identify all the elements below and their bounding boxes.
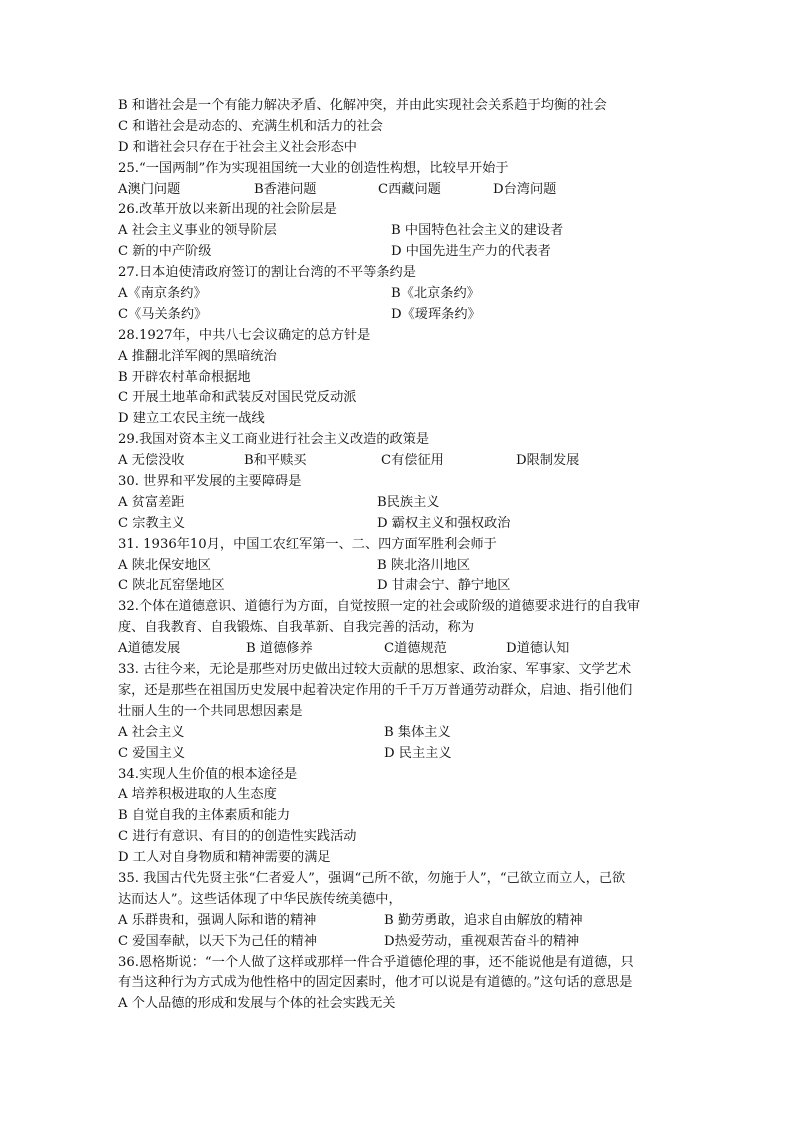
q36-option-a: A 个人品德的形成和发展与个体的社会实践无关 [118,996,396,1012]
q30-options-row2 [118,514,688,535]
q31-option-a: A 陕北保安地区 [118,557,211,573]
exam-page [118,96,688,1015]
q27-options-row2 [118,305,688,326]
q36-stem-line1: 36.恩格斯说：“一个人做了这样或那样一件合乎道德伦理的事，还不能说他是有道德，只 [118,954,634,970]
q26-options-row1 [118,221,688,242]
q34-option-b: B 自觉自我的主体素质和能力 [118,808,291,824]
q27-option-a: A《南京条约》 [118,286,207,302]
q32-stem-line2: 度、自我教育、自我锻炼、自我革新、自我完善的活动，称为 [118,620,475,636]
q32-option-d: D道德认知 [506,641,570,657]
q25-option-b: B香港问题 [254,181,317,197]
q35-stem-line2: 达而达人”。这些话体现了中华民族传统美德中， [118,891,402,907]
q29-option-a: A 无偿没收 [118,453,185,469]
q32-stem-line1: 32.个体在道德意识、道德行为方面，自觉按照一定的社会或阶级的道德要求进行的自我审 [118,599,641,615]
q33-options-row1 [118,723,688,744]
q35-option-a: A 乐群贵和，强调人际和谐的精神 [118,912,317,928]
q35-stem-line1: 35. 我国古代先贤主张“仁者爱人”，强调“己所不欲，勿施于人”，“己欲立而立人，己欲 [118,870,626,886]
q29-stem: 29.我国对资本主义工商业进行社会主义改造的政策是 [118,432,430,448]
q28-option-d: D 建立工农民主统一战线 [118,411,265,427]
q26-option-b: B 中国特色社会主义的建设者 [391,223,564,239]
q28-option-c: C 开展土地革命和武装反对国民党反动派 [118,390,357,406]
q25-option-c: C西藏问题 [378,181,441,197]
q26-option-d: D 中国先进生产力的代表者 [391,244,551,260]
q35-option-b: B 勤劳勇敢，追求自由解放的精神 [384,912,583,928]
q33-option-a: A 社会主义 [118,724,185,740]
q27-option-d: D《瑷珲条约》 [391,306,481,322]
q34-option-d: D 工人对自身物质和精神需要的满足 [118,850,331,866]
q30-option-d: D 霸权主义和强权政治 [377,515,511,531]
q33-stem-line3: 壮丽人生的一个共同思想因素是 [118,703,303,719]
q25-stem: 25.“一国两制”作为实现祖国统一大业的创造性构想，比较早开始于 [118,160,509,176]
q35-options-row1 [118,911,688,932]
q29-option-d: D限制发展 [516,453,580,469]
q25-options [118,180,688,201]
q29-options [118,451,688,472]
q33-option-d: D 民主主义 [384,745,452,761]
q25-option-a: A澳门问题 [118,181,181,197]
q30-options-row1 [118,493,688,514]
q33-stem-line2: 家，还是那些在祖国历史发展中起着决定作用的千千万万普通劳动群众，启迪、指引他们 [118,682,633,698]
q32-option-b: B 道德修养 [246,641,313,657]
q30-option-b: B民族主义 [377,494,440,510]
q26-stem: 26.改革开放以来新出现的社会阶层是 [118,202,337,218]
q31-stem: 31. 1936年10月，中国工农红军第一、二、四方面军胜利会师于 [118,536,497,552]
q31-options-row2 [118,576,688,597]
q34-option-a: A 培养积极进取的人生态度 [118,787,277,803]
q24-option-c: C 和谐社会是动态的、充满生机和活力的社会 [118,118,383,134]
q35-options-row2 [118,932,688,953]
q26-option-c: C 新的中产阶级 [118,244,212,260]
q30-stem: 30. 世界和平发展的主要障碍是 [118,474,302,490]
q27-option-c: C《马关条约》 [118,306,208,322]
q24-option-b: B 和谐社会是一个有能力解决矛盾、化解冲突，并由此实现社会关系趋于均衡的社会 [118,98,607,113]
q33-stem-line1: 33. 古往今来，无论是那些对历史做出过较大贡献的思想家、政治家、军事家、文学艺术 [118,662,632,678]
q31-options-row1 [118,556,688,577]
q33-option-c: C 爱国主义 [118,745,186,761]
q36-stem-line2: 有当这种行为方式成为他性格中的固定因素时，他才可以说是有道德的。”这句话的意思是 [118,975,633,991]
q28-option-b: B 开辟农村革命根据地 [118,369,251,385]
q33-option-b: B 集体主义 [384,724,451,740]
q26-option-a: A 社会主义事业的领导阶层 [118,223,277,239]
q32-option-c: C道德规范 [384,641,447,657]
q35-option-d: D热爱劳动，重视艰苦奋斗的精神 [384,933,580,949]
q25-option-d: D台湾问题 [493,181,557,197]
q34-stem: 34.实现人生价值的根本途径是 [118,766,298,782]
q31-option-b: B 陕北洛川地区 [377,557,471,573]
q31-option-d: D 甘肃会宁、静宁地区 [377,578,511,594]
q27-options-row1 [118,284,688,305]
q34-option-c: C 进行有意识、有目的的创造性实践活动 [118,829,357,845]
q27-option-b: B《北京条约》 [391,286,480,302]
q27-stem: 27.日本迫使清政府签订的割让台湾的不平等条约是 [118,265,416,281]
q32-option-a: A道德发展 [118,641,181,657]
q28-stem: 28.1927年，中共八七会议确定的总方针是 [118,327,371,343]
q35-option-c: C 爱国奉献，以天下为己任的精神 [118,933,317,949]
q31-option-c: C 陕北瓦窑堡地区 [118,578,225,594]
q29-option-c: C有偿征用 [381,453,444,469]
q24-option-d: D 和谐社会只存在于社会主义社会形态中 [118,139,357,155]
q29-option-b: B和平赎买 [244,453,307,469]
q28-option-a: A 推翻北洋军阀的黑暗统治 [118,348,277,364]
q30-option-c: C 宗教主义 [118,515,186,531]
q26-options-row2 [118,242,688,263]
q30-option-a: A 贫富差距 [118,494,185,510]
q32-options [118,639,688,660]
q33-options-row2 [118,744,688,765]
